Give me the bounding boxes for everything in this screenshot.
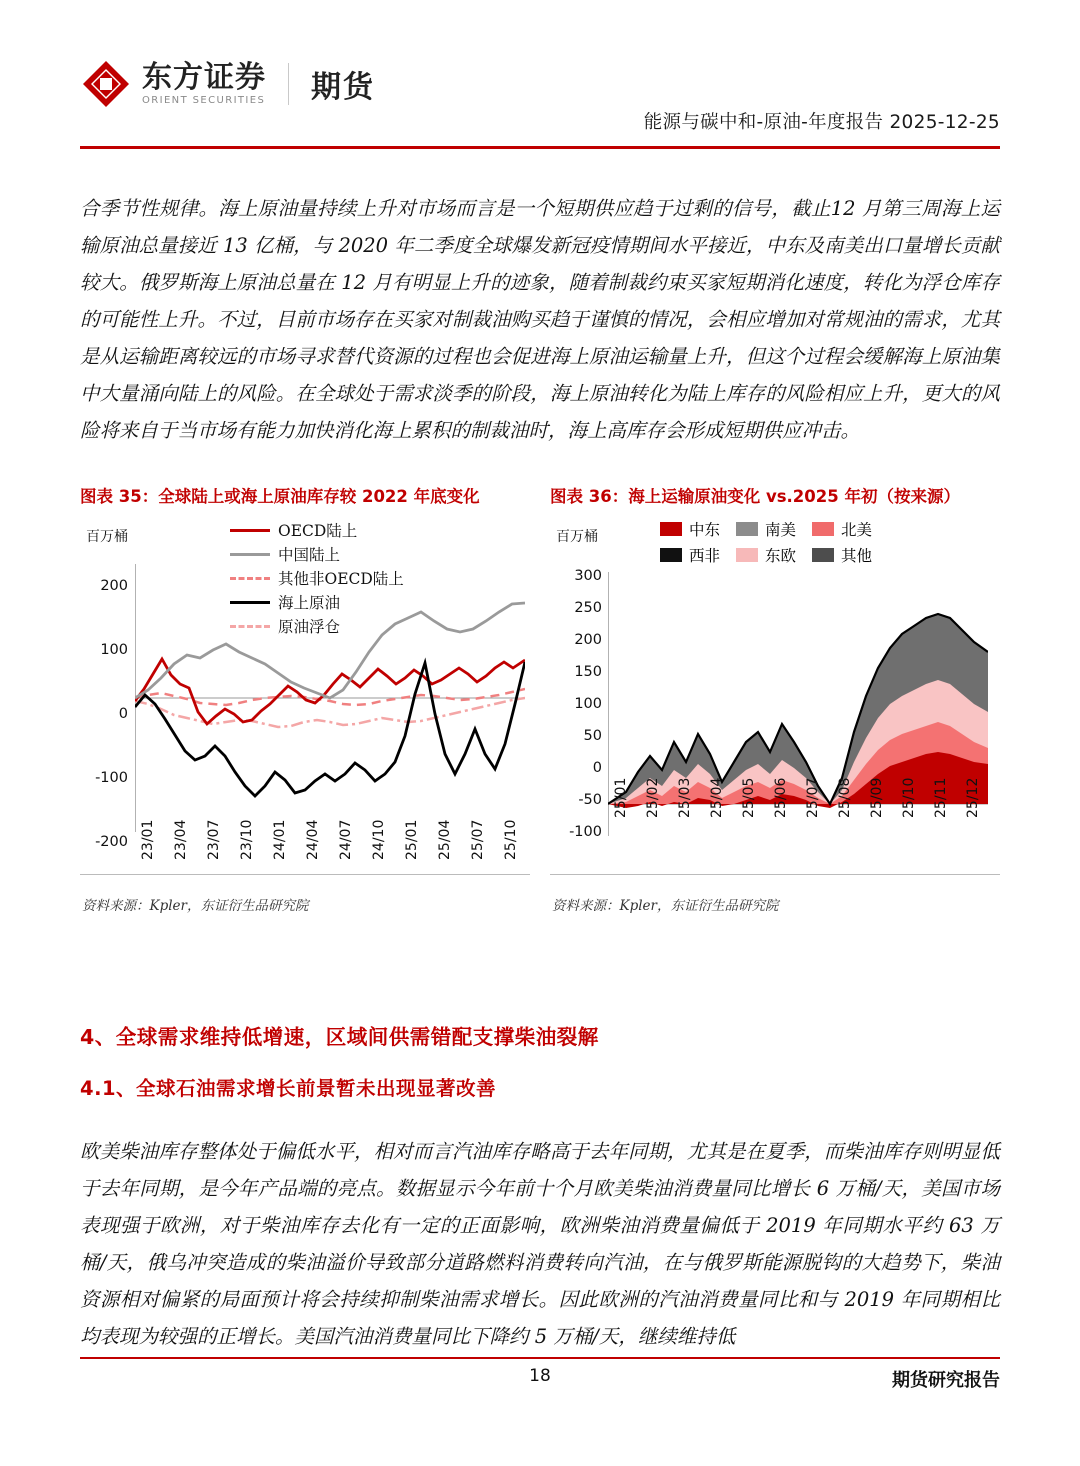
y-tick: 300 (574, 568, 602, 584)
x-tick: 24/07 (338, 819, 354, 860)
page-header (80, 58, 1000, 140)
y-tick: 0 (592, 760, 602, 776)
y-tick: -100 (569, 824, 602, 840)
x-tick: 25/01 (613, 777, 629, 818)
legend-label: 中国陆上 (278, 546, 341, 564)
y-tick: 200 (574, 632, 602, 648)
legend-label: 其他非OECD陆上 (278, 570, 404, 588)
legend-label: 东欧 (765, 547, 797, 565)
figure-36-number: 图表 36： (550, 487, 629, 506)
x-tick: 25/07 (805, 777, 821, 818)
x-tick: 25/01 (404, 819, 420, 860)
document-reference: 能源与碳中和-原油-年度报告 2025-12-25 (643, 112, 1000, 133)
figure-36-source: 资料来源：Kpler，东证衍生品研究院 (552, 898, 779, 914)
figure-35 (80, 486, 530, 916)
body-paragraph-2: 欧美柴油库存整体处于偏低水平，相对而言汽油库存略高于去年同期，尤其是在夏季，而柴油库存则明显低于去年同期，是今年产品端的亮点。数据显示今年前十个月欧美柴油消费量同比增长 6 万桶/天，美国市场表现强于欧洲，对于柴油库存去化有一定的正面影响，欧洲柴油消费量偏低于 2019 年同期水平约 63 万桶/天，俄乌冲突造成的柴油溢价导致部分道路燃料消费转向汽油，在与俄罗斯能源脱钩的大趋势下，柴油资源相对偏紧的局面预计将会持续抑制柴油需求增长。因此欧洲的汽油消费量同比和与 2019 年同期相比均表现为较强的正增长。美国汽油消费量同比下降约 5 万桶/天，继续维持低 (80, 1140, 1000, 1348)
figure-36-divider (550, 874, 1000, 875)
section-heading-4-1: 4.1、全球石油需求增长前景暂未出现显著改善 (80, 1077, 497, 1100)
x-tick: 25/08 (837, 777, 853, 818)
x-tick: 25/11 (933, 777, 949, 818)
y-tick: 100 (100, 642, 128, 658)
y-tick: -50 (578, 792, 602, 808)
figure-35-svg (135, 564, 525, 854)
y-tick: 0 (118, 706, 128, 722)
y-tick: 100 (574, 696, 602, 712)
header-divider (80, 146, 1000, 149)
legend-label: 西非 (689, 547, 721, 565)
brand-name-en: ORIENT SECURITIES (142, 95, 266, 107)
legend-line-china-icon (230, 553, 270, 556)
page-number: 18 (529, 1366, 551, 1386)
y-tick: -200 (95, 834, 128, 850)
figure-35-caption: 全球陆上或海上原油库存较 2022 年底变化 (158, 487, 480, 506)
legend-label: 海上原油 (278, 594, 341, 612)
legend-label: 中东 (689, 521, 721, 539)
legend-item (812, 518, 872, 540)
section-heading-4: 4、全球需求维持低增速，区域间供需错配支撑柴油裂解 (80, 1025, 599, 1049)
x-tick: 25/10 (901, 777, 917, 818)
x-tick: 25/09 (869, 777, 885, 818)
x-tick: 25/04 (709, 777, 725, 818)
figure-35-unit: 百万桶 (86, 529, 128, 545)
brand-logo (80, 58, 375, 110)
x-tick: 25/02 (645, 777, 661, 818)
x-tick: 24/10 (371, 819, 387, 860)
x-tick: 25/06 (773, 777, 789, 818)
legend-label: 原油浮仓 (278, 618, 341, 636)
legend-swatch-south-america-icon (736, 522, 758, 536)
y-tick: 250 (574, 600, 602, 616)
legend-item (230, 542, 404, 566)
legend-swatch-north-america-icon (812, 522, 834, 536)
legend-label: 其他 (841, 547, 873, 565)
figure-36-plot (550, 516, 1000, 871)
figure-35-divider (80, 874, 530, 875)
legend-line-oecd-icon (230, 529, 270, 532)
legend-item (660, 518, 720, 540)
x-tick: 23/07 (206, 819, 222, 860)
brand-futures-label: 期货 (311, 70, 375, 105)
body-paragraph-1: 合季节性规律。海上原油量持续上升对市场而言是一个短期供应趋于过剩的信号，截止12 月第三周海上运输原油总量接近 13 亿桶，与 2020 年二季度全球爆发新冠疫情期间水平接近，中东及南美出口量增长贡献较大。俄罗斯海上原油总量在 12 月有明显上升的迹象，随着制裁约束买家短期消化速度，转化为浮仓库存的可能性上升。不过，目前市场存在买家对制裁油购买趋于谨慎的情况，会相应增加对常规油的需求，尤其是从运输距离较远的市场寻求替代资源的过程也会促进海上原油运输量上升，但这个过程会缓解海上原油集中大量涌向陆上的风险。在全球处于需求淡季的阶段，海上原油转化为陆上库存的风险相应上升，更大的风险将来自于当市场有能力加快消化海上累积的制裁油时，海上高库存会形成短期供应冲击。 (80, 197, 1000, 442)
legend-label: 北美 (841, 521, 873, 539)
x-tick: 25/10 (503, 819, 519, 860)
logo-divider (288, 63, 289, 105)
legend-label: OECD陆上 (278, 522, 358, 540)
x-tick: 25/12 (965, 777, 981, 818)
figure-35-title (80, 486, 530, 508)
figure-36-title (550, 486, 1000, 508)
legend-swatch-middle-east-icon (660, 522, 682, 536)
x-tick: 25/03 (677, 777, 693, 818)
figure-35-number: 图表 35： (80, 487, 159, 506)
legend-label: 南美 (765, 521, 797, 539)
footer-divider (80, 1357, 1000, 1359)
x-tick: 25/04 (437, 819, 453, 860)
figure-36-caption: 海上运输原油变化 vs.2025 年初（按来源） (628, 487, 960, 506)
figure-35-source: 资料来源：Kpler，东证衍生品研究院 (82, 898, 309, 914)
y-tick: 150 (574, 664, 602, 680)
y-tick: 200 (100, 578, 128, 594)
legend-item (230, 518, 404, 542)
figure-36-unit: 百万桶 (556, 529, 598, 545)
figure-36-svg (608, 556, 988, 846)
figure-36 (550, 486, 1000, 916)
orient-securities-logo-icon (80, 58, 132, 110)
footer-note: 期货研究报告 (892, 1370, 1000, 1391)
x-tick: 23/10 (239, 819, 255, 860)
x-tick: 23/01 (140, 819, 156, 860)
x-tick: 24/01 (272, 819, 288, 860)
y-tick: -100 (95, 770, 128, 786)
x-tick: 24/04 (305, 819, 321, 860)
y-tick: 50 (583, 728, 602, 744)
brand-name-cn: 东方证券 (142, 59, 266, 95)
x-tick: 25/05 (741, 777, 757, 818)
x-tick: 23/04 (173, 819, 189, 860)
legend-item (736, 518, 796, 540)
x-tick: 25/07 (470, 819, 486, 860)
figures-row (80, 486, 1000, 916)
figure-35-plot (80, 516, 530, 871)
